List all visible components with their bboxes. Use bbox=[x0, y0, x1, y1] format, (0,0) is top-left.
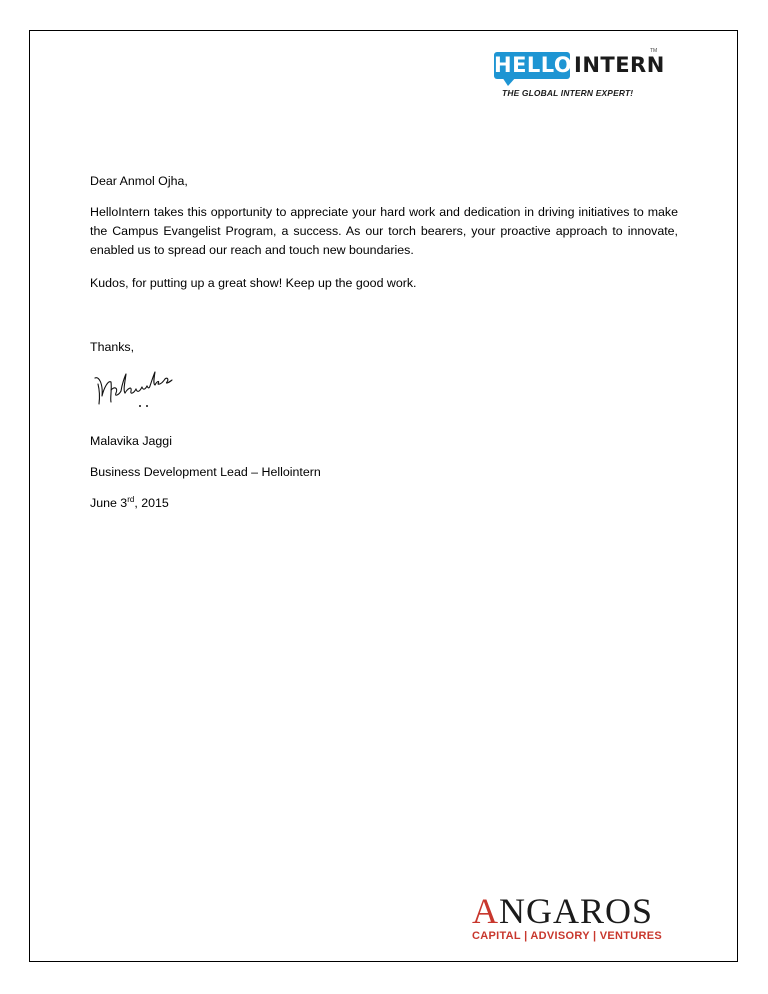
logo-speech-bubble: HELLO bbox=[494, 53, 573, 77]
angaros-wordmark bbox=[472, 892, 653, 930]
signer-name: Malavika Jaggi bbox=[90, 434, 172, 448]
angaros-initial: A bbox=[472, 891, 499, 931]
paragraph-kudos: Kudos, for putting up a great show! Keep up the good work. bbox=[90, 276, 417, 290]
date-prefix: June 3 bbox=[90, 496, 128, 510]
letter-date bbox=[90, 494, 678, 513]
paragraph-appreciation: HelloIntern takes this opportunity to appreciate your hard work and dedication in driving initiatives to make the Campus Evangelist Program, a success. As our torch bearers, your proactive approach to innovate, enabled us to spread our reach and touch new boundaries. bbox=[90, 205, 678, 257]
angaros-name-rest: NGAROS bbox=[499, 891, 654, 931]
signature-image bbox=[92, 366, 174, 412]
date-ordinal: rd bbox=[127, 494, 135, 504]
logo-trademark: TM bbox=[650, 48, 658, 54]
salutation: Dear Anmol Ojha, bbox=[90, 174, 188, 188]
logo-intern-text: INTERN bbox=[574, 53, 665, 77]
signer-title: Business Development Lead – Hellointern bbox=[90, 465, 321, 479]
logo-tagline: THE GLOBAL INTERN EXPERT! bbox=[502, 88, 634, 98]
logo-bubble-tail bbox=[502, 77, 516, 86]
hellointern-logo bbox=[494, 48, 664, 108]
date-year: , 2015 bbox=[134, 496, 169, 510]
angaros-logo bbox=[472, 892, 677, 947]
closing: Thanks, bbox=[90, 340, 135, 354]
angaros-tagline: CAPITAL | ADVISORY | VENTURES bbox=[472, 930, 663, 942]
